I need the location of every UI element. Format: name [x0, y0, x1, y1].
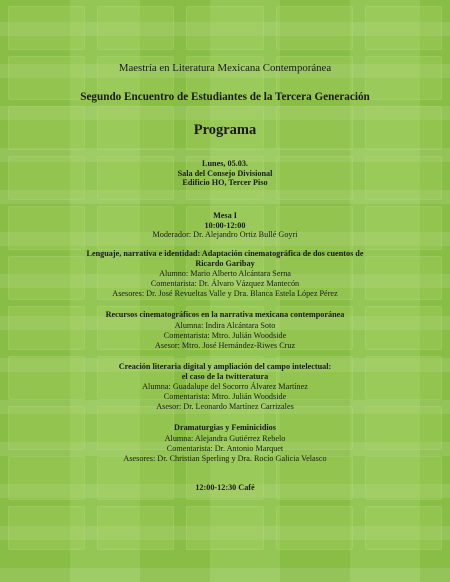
panel-time: 10:00-12:00 [204, 220, 246, 230]
talk-title: Recursos cinematográficos en la narrativa mexicana contemporánea [105, 310, 345, 319]
talk-discussant: Comentarista: Dr. Álvaro Vázquez Mantecón [150, 279, 300, 288]
panel-title: Mesa I [213, 211, 237, 220]
page-title: Programa [193, 122, 257, 138]
talk-title: Dramaturgias y Feminicidios [174, 423, 276, 432]
session-building: Edificio HO, Tercer Piso [182, 178, 268, 187]
talk-student: Alumna: Guadalupe del Socorro Álvarez Martínez [142, 382, 308, 391]
program-name: Maestría en Literatura Mexicana Contemporánea [118, 62, 332, 74]
talk-discussant: Comentarista: Mtro. Julián Woodside [163, 330, 287, 340]
talk-advisors: Asesor: Mtro. José Hernández-Riwes Cruz [154, 340, 296, 350]
talk-discussant: Comentarista: Mtro. Julián Woodside [163, 392, 287, 401]
talk-title-cont: Ricardo Garibay [195, 258, 255, 268]
event-title: Segundo Encuentro de Estudiantes de la Tercera Generación [80, 91, 370, 103]
session-date: Lunes, 05.03. [202, 159, 248, 168]
talk-advisors: Asesor: Dr. Leonardo Martínez Carrizales [156, 402, 294, 411]
talk-title: Lenguaje, narrativa e identidad: Adaptación cinematográfica de dos cuentos de [86, 249, 364, 258]
talk-advisors: Asesores: Dr. Christian Sperling y Dra. Rocío Galicia Velasco [123, 453, 327, 463]
talk-advisors: Asesores: Dr. José Revueltas Valle y Dra. Blanca Estela López Pérez [112, 289, 338, 298]
talk-discussant: Comentarista: Dr. Antonio Marquet [166, 443, 284, 453]
coffee-break: 12:00-12:30 Café [195, 483, 255, 492]
talk-title-cont: el caso de la twitteratura [181, 371, 269, 381]
talk-student: Alumna: Indira Alcántara Soto [174, 321, 276, 330]
talk-title: Creación literaria digital y ampliación del campo intelectual: [118, 362, 332, 371]
talk-student: Alumno: Mario Alberto Alcántara Serna [159, 269, 291, 278]
talk-student: Alumna: Alejandra Gutiérrez Rebelo [164, 433, 286, 443]
session-room: Sala del Consejo Divisional [177, 168, 273, 178]
panel-moderator: Moderador: Dr. Alejandro Ortiz Bullé Goyri [152, 230, 298, 239]
